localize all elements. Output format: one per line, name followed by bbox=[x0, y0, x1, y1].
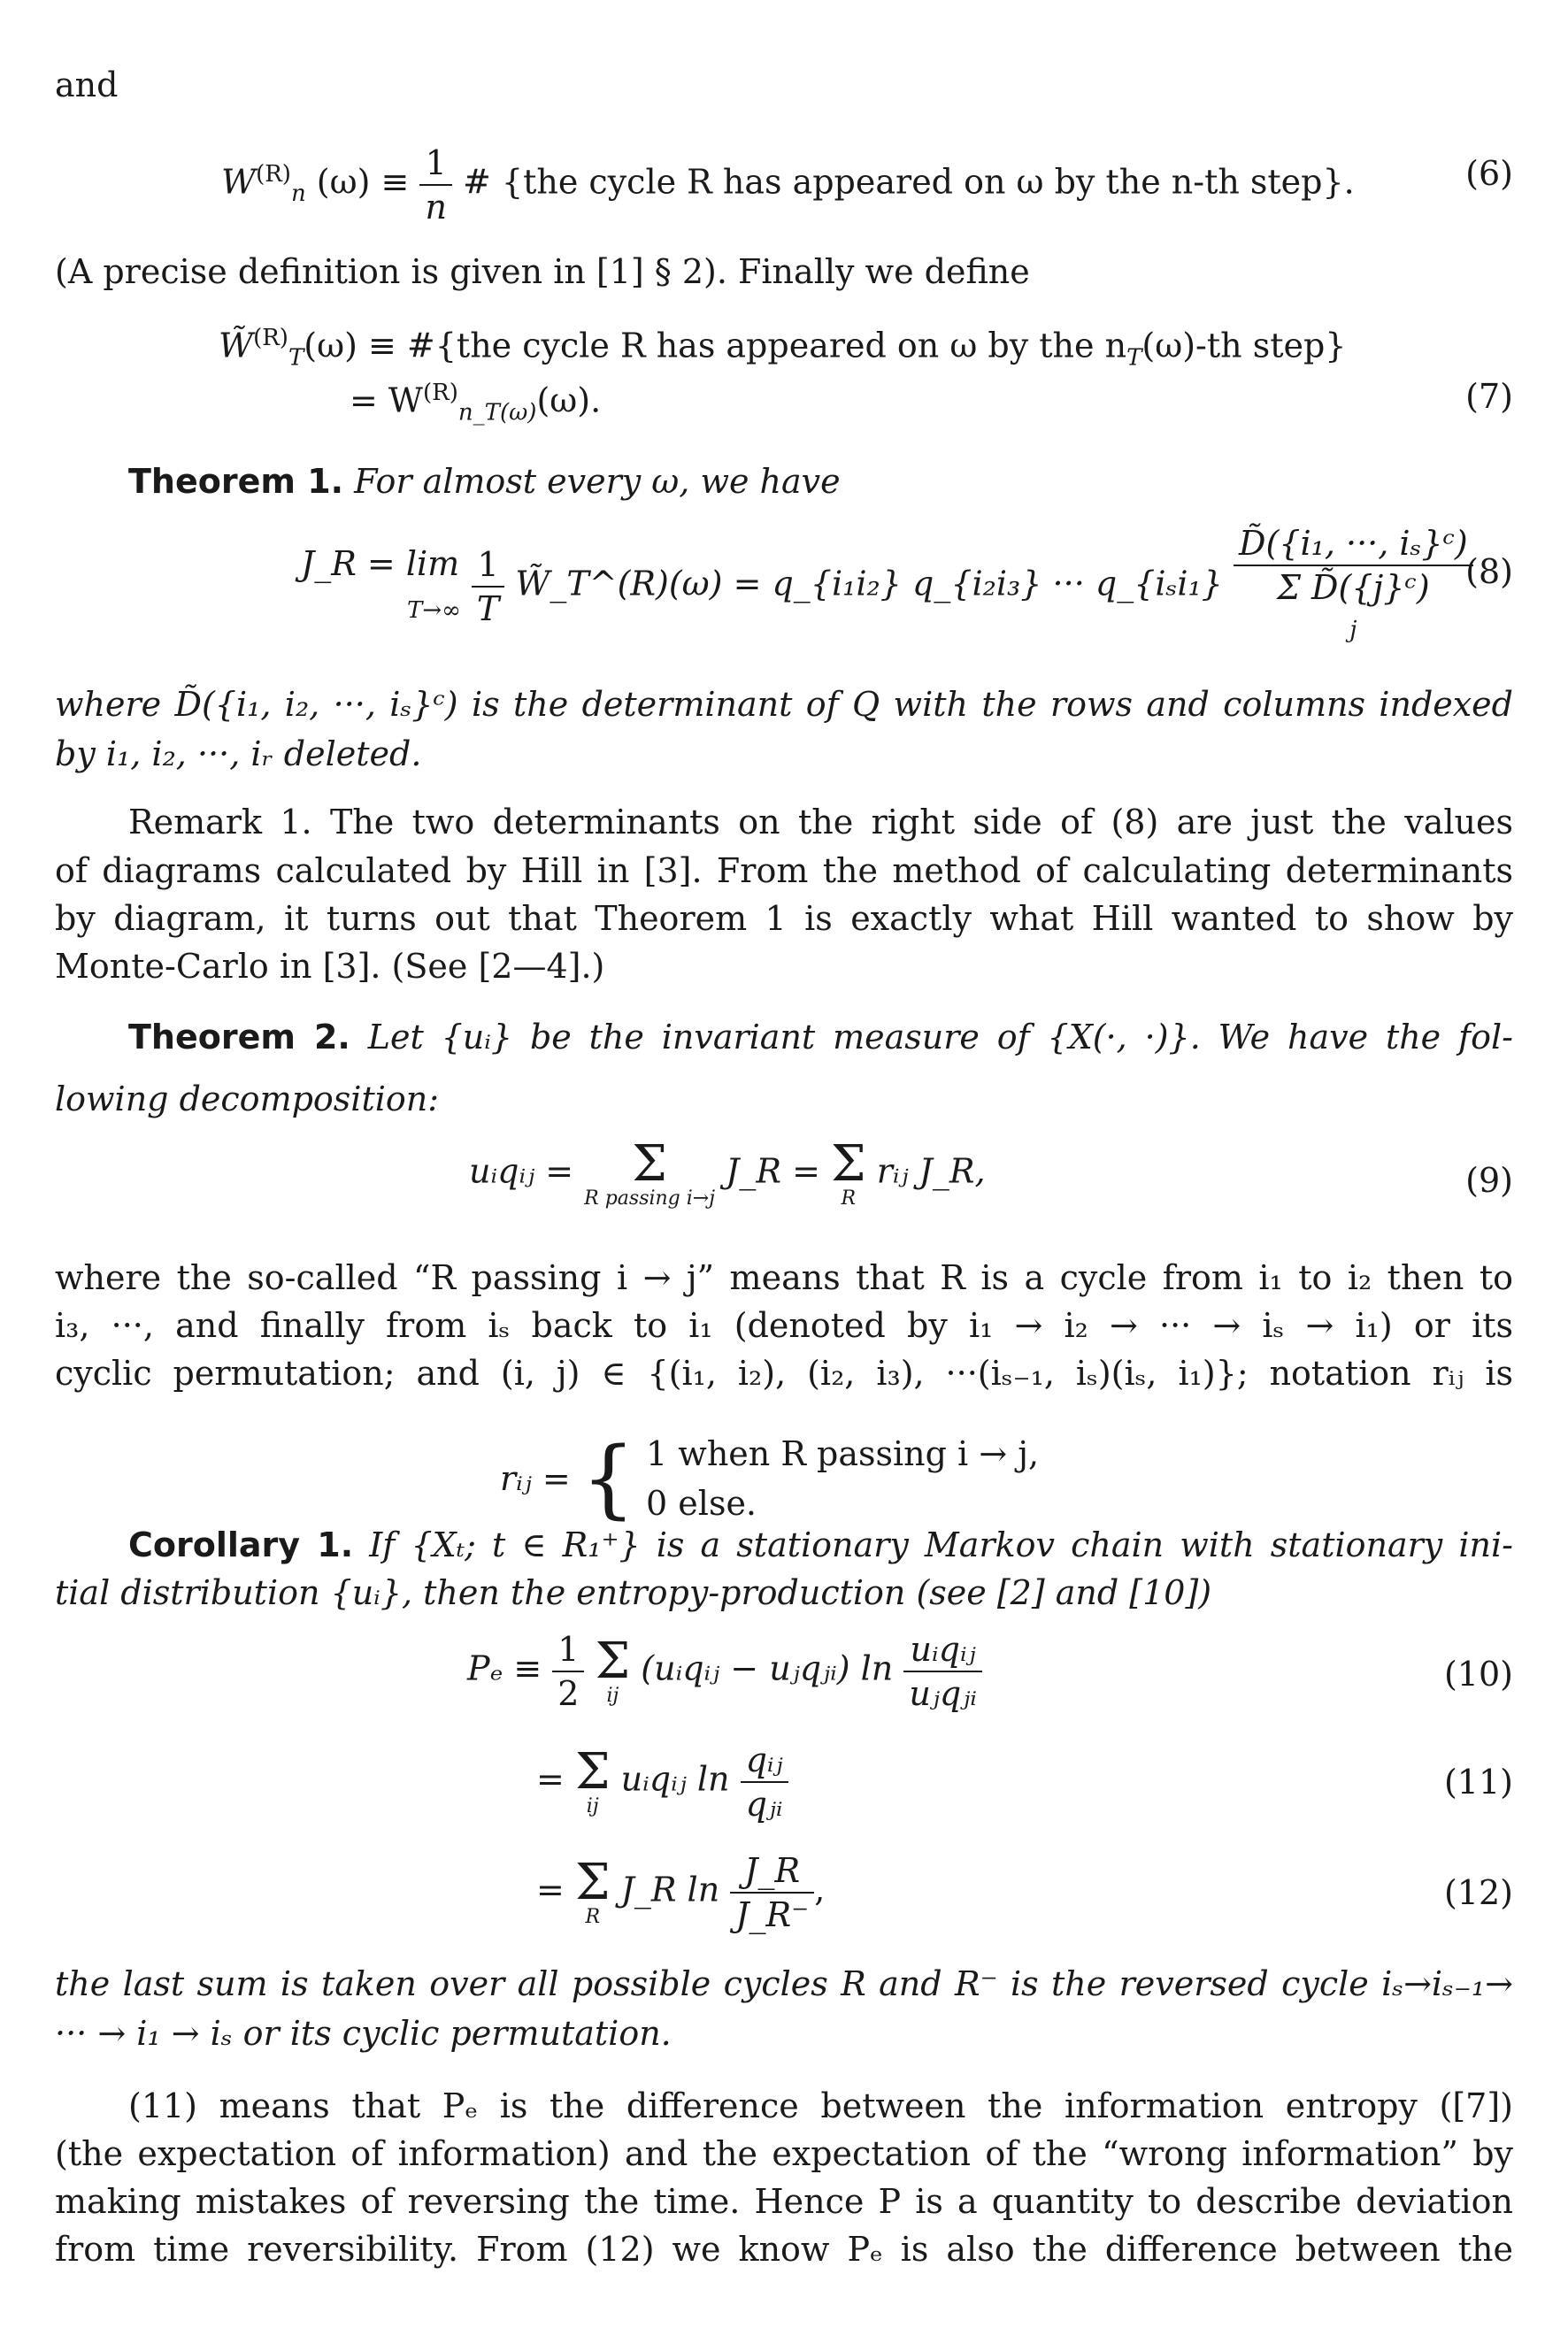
eq12-sum bbox=[574, 1854, 611, 1928]
equation-11 bbox=[536, 1739, 788, 1825]
eqno-12: (12) bbox=[1443, 1873, 1513, 1912]
eq10-fden: uⱼqⱼᵢ bbox=[909, 1674, 977, 1713]
eq11-eq: = bbox=[536, 1759, 565, 1799]
theorem-2-heading: Theorem 2. bbox=[128, 1018, 350, 1056]
eq7-end: (ω)-th step} bbox=[1141, 326, 1347, 365]
eq8-frac1 bbox=[472, 543, 504, 630]
eq11-sum-sub: ij bbox=[586, 1795, 599, 1817]
eq6-num: 1 bbox=[419, 142, 451, 186]
eq10-fnum: uᵢqᵢⱼ bbox=[903, 1628, 982, 1672]
eq8-frac2 bbox=[1234, 522, 1473, 651]
remark-1-line-4: Monte-Carlo in [3]. (See [2—4].) bbox=[55, 947, 605, 986]
eq12-sum-sub: R bbox=[585, 1906, 601, 1928]
theorem-2-text: Let {uᵢ} be the invariant measure of {X(·, ·)}. We have the fol- bbox=[367, 1018, 1513, 1056]
eqno-6: (6) bbox=[1465, 154, 1513, 193]
eq8-num: 1 bbox=[472, 543, 504, 588]
eq8-lim-block bbox=[301, 542, 461, 632]
equation-12 bbox=[536, 1849, 825, 1936]
eq6-rhs: # {the cycle R has appeared on ω by the n-th step}. bbox=[463, 162, 1355, 202]
paragraph-line-4: from time reversibility. From (12) we know Pₑ is also the difference between the bbox=[55, 2230, 1513, 2269]
corollary-1 bbox=[128, 1524, 1513, 1566]
eq11-fden: qⱼᵢ bbox=[745, 1785, 783, 1824]
eq7-sup: (R) bbox=[253, 325, 288, 351]
eq7-rest: (ω) ≡ #{the cycle R has appeared on ω by the n bbox=[304, 326, 1127, 365]
eq7-sub: T bbox=[288, 344, 304, 372]
eq6-sub: n bbox=[290, 181, 306, 208]
eq9-mid: J_R = bbox=[726, 1151, 820, 1191]
sigma-symbol: Σ bbox=[574, 1743, 611, 1801]
theorem-1-heading: Theorem 1. bbox=[128, 462, 344, 501]
eq11-fnum: qᵢⱼ bbox=[741, 1739, 788, 1783]
eq10-frac-half bbox=[552, 1628, 584, 1715]
eq9-lhs: uᵢqᵢⱼ = bbox=[469, 1151, 574, 1191]
eqno-11: (11) bbox=[1443, 1763, 1513, 1802]
corollary-1-line-2: tial distribution {uᵢ}, then the entropy-production (see [2] and [10]) bbox=[55, 1573, 1212, 1612]
rij-case-1: 1 when R passing i → j, bbox=[646, 1434, 1040, 1473]
eq7b-sub: n_T(ω) bbox=[457, 399, 537, 426]
eq8-den: T bbox=[476, 589, 500, 628]
eq9-sum1-sub: R passing i→j bbox=[584, 1187, 716, 1210]
remark-1-line-1: Remark 1. The two determinants on the right side of (8) are just the values bbox=[128, 803, 1513, 841]
eq9-sum-2 bbox=[831, 1135, 866, 1210]
text-last-sum-2: ··· → i₁ → iₛ or its cyclic permutation. bbox=[55, 2014, 672, 2053]
eqno-8: (8) bbox=[1465, 552, 1513, 591]
eqno-10: (10) bbox=[1443, 1655, 1513, 1694]
eq6-sup: (R) bbox=[256, 160, 291, 188]
eq8-fnum: D̃({i₁, ···, iₛ}ᶜ) bbox=[1234, 522, 1473, 566]
text-so-called-2: i₃, ···, and finally from iₛ back to i₁ (denoted by i₁ → i₂ → ··· → iₛ → i₁) or its bbox=[55, 1306, 1513, 1345]
equation-7-line2 bbox=[350, 372, 601, 434]
eq12-eq: = bbox=[536, 1870, 565, 1909]
equation-9 bbox=[469, 1135, 986, 1210]
text-so-called-3: cyclic permutation; and (i, j) ∈ {(i₁, i₂), (i₂, i₃), ···(iₛ₋₁, iₛ)(iₛ, i₁)}; notation rᵢⱼ is bbox=[55, 1354, 1513, 1393]
theorem-2-line-2: lowing decomposition: bbox=[55, 1079, 440, 1118]
equation-10 bbox=[467, 1628, 982, 1715]
brace-symbol: { bbox=[580, 1429, 635, 1528]
text-precise-definition: (A precise definition is given in [1] § 2). Finally we define bbox=[55, 252, 1030, 291]
eq6-frac bbox=[419, 142, 451, 228]
eq11-frac bbox=[741, 1739, 788, 1825]
eq10-den: 2 bbox=[557, 1674, 580, 1713]
paragraph-line-1: (11) means that Pₑ is the difference between the information entropy ([7]) bbox=[128, 2086, 1513, 2125]
corollary-1-heading: Corollary 1. bbox=[128, 1525, 354, 1564]
theorem-1 bbox=[128, 460, 1513, 503]
eq10-sum bbox=[595, 1633, 631, 1707]
eq12-fden: J_R⁻ bbox=[735, 1895, 810, 1934]
eq10-sum-sub: ij bbox=[606, 1685, 619, 1707]
eq6-w: W bbox=[221, 162, 257, 202]
eq11-body: uᵢqᵢⱼ ln bbox=[620, 1759, 730, 1799]
paragraph-line-2: (the expectation of information) and the expectation of the “wrong information” by bbox=[55, 2134, 1513, 2173]
eq10-num: 1 bbox=[552, 1628, 584, 1672]
eq7b-sup: (R) bbox=[422, 380, 458, 406]
text-last-sum-1: the last sum is taken over all possible cycles R and R⁻ is the reversed cycle iₛ→iₛ₋₁→ bbox=[55, 1964, 1513, 2003]
equation-8 bbox=[301, 522, 1473, 651]
remark-1-line-3: by diagram, it turns out that Theorem 1 is exactly what Hill wanted to show by bbox=[55, 899, 1513, 938]
equation-6 bbox=[221, 142, 1355, 228]
sigma-symbol: Σ bbox=[595, 1633, 631, 1690]
paragraph-line-3: making mistakes of reversing the time. Hence P is a quantity to describe deviation bbox=[55, 2182, 1513, 2221]
eq8-w: W̃_T^(R)(ω) = q_{i₁i₂} q_{i₂i₃} ··· q_{iₛi₁} bbox=[515, 564, 1223, 603]
eq10-frac bbox=[903, 1628, 982, 1715]
eq9-sum-1 bbox=[584, 1135, 716, 1210]
sigma-symbol: Σ bbox=[574, 1854, 611, 1911]
sigma-symbol: Σ bbox=[632, 1135, 667, 1193]
eq7b-w: = W bbox=[350, 380, 423, 420]
eq9-sum2-sub: R bbox=[841, 1187, 857, 1210]
eq12-tail: , bbox=[814, 1870, 826, 1909]
eq8-fden-sub: j bbox=[1349, 617, 1357, 643]
eq10-body: (uᵢqᵢⱼ − uⱼqⱼᵢ) ln bbox=[641, 1648, 894, 1688]
eqno-9: (9) bbox=[1465, 1161, 1513, 1200]
equation-7-line1 bbox=[219, 317, 1346, 379]
eq12-body: J_R ln bbox=[620, 1870, 720, 1909]
rij-lhs: rᵢⱼ = bbox=[500, 1459, 571, 1498]
text-where-1: where D̃({i₁, i₂, ···, iₛ}ᶜ) is the determinant of Q with the rows and columns indexed bbox=[55, 685, 1513, 724]
eq8-fden: Σ D̃({j}ᶜ) bbox=[1277, 568, 1430, 607]
eq7b-end: (ω). bbox=[536, 380, 602, 420]
r-ij-definition bbox=[500, 1429, 1039, 1528]
eq6-den: n bbox=[425, 188, 447, 227]
eq7-w: W̃ bbox=[219, 326, 254, 365]
remark-1-line-2: of diagrams calculated by Hill in [3]. From the method of calculating determinants bbox=[55, 851, 1513, 890]
eq10-lhs: Pₑ ≡ bbox=[467, 1648, 542, 1688]
text-where-2: by i₁, i₂, ···, iᵣ deleted. bbox=[55, 734, 422, 773]
eq6-arg: (ω) ≡ bbox=[316, 162, 410, 202]
eqno-7: (7) bbox=[1465, 377, 1513, 416]
theorem-1-text: For almost every ω, we have bbox=[354, 462, 841, 501]
text-so-called-1: where the so-called “R passing i → j” means that R is a cycle from i₁ to i₂ then to bbox=[55, 1258, 1513, 1297]
sigma-symbol: Σ bbox=[831, 1135, 866, 1193]
eq9-end: rᵢⱼ J_R, bbox=[876, 1151, 986, 1191]
eq8-lim: T→∞ bbox=[407, 596, 461, 624]
corollary-1-text: If {Xₜ; t ∈ R₁⁺} is a stationary Markov chain with stationary ini- bbox=[369, 1525, 1513, 1564]
eq12-frac bbox=[730, 1849, 814, 1936]
theorem-2 bbox=[128, 1016, 1513, 1058]
eq11-sum bbox=[574, 1743, 611, 1817]
eq8-lhs: J_R = lim bbox=[301, 543, 460, 583]
rij-case-2: 0 else. bbox=[646, 1484, 757, 1523]
eq12-fnum: J_R bbox=[730, 1849, 814, 1894]
eq7-sub2: T bbox=[1126, 344, 1142, 372]
text-and: and bbox=[55, 65, 119, 104]
rij-cases bbox=[646, 1429, 1039, 1528]
